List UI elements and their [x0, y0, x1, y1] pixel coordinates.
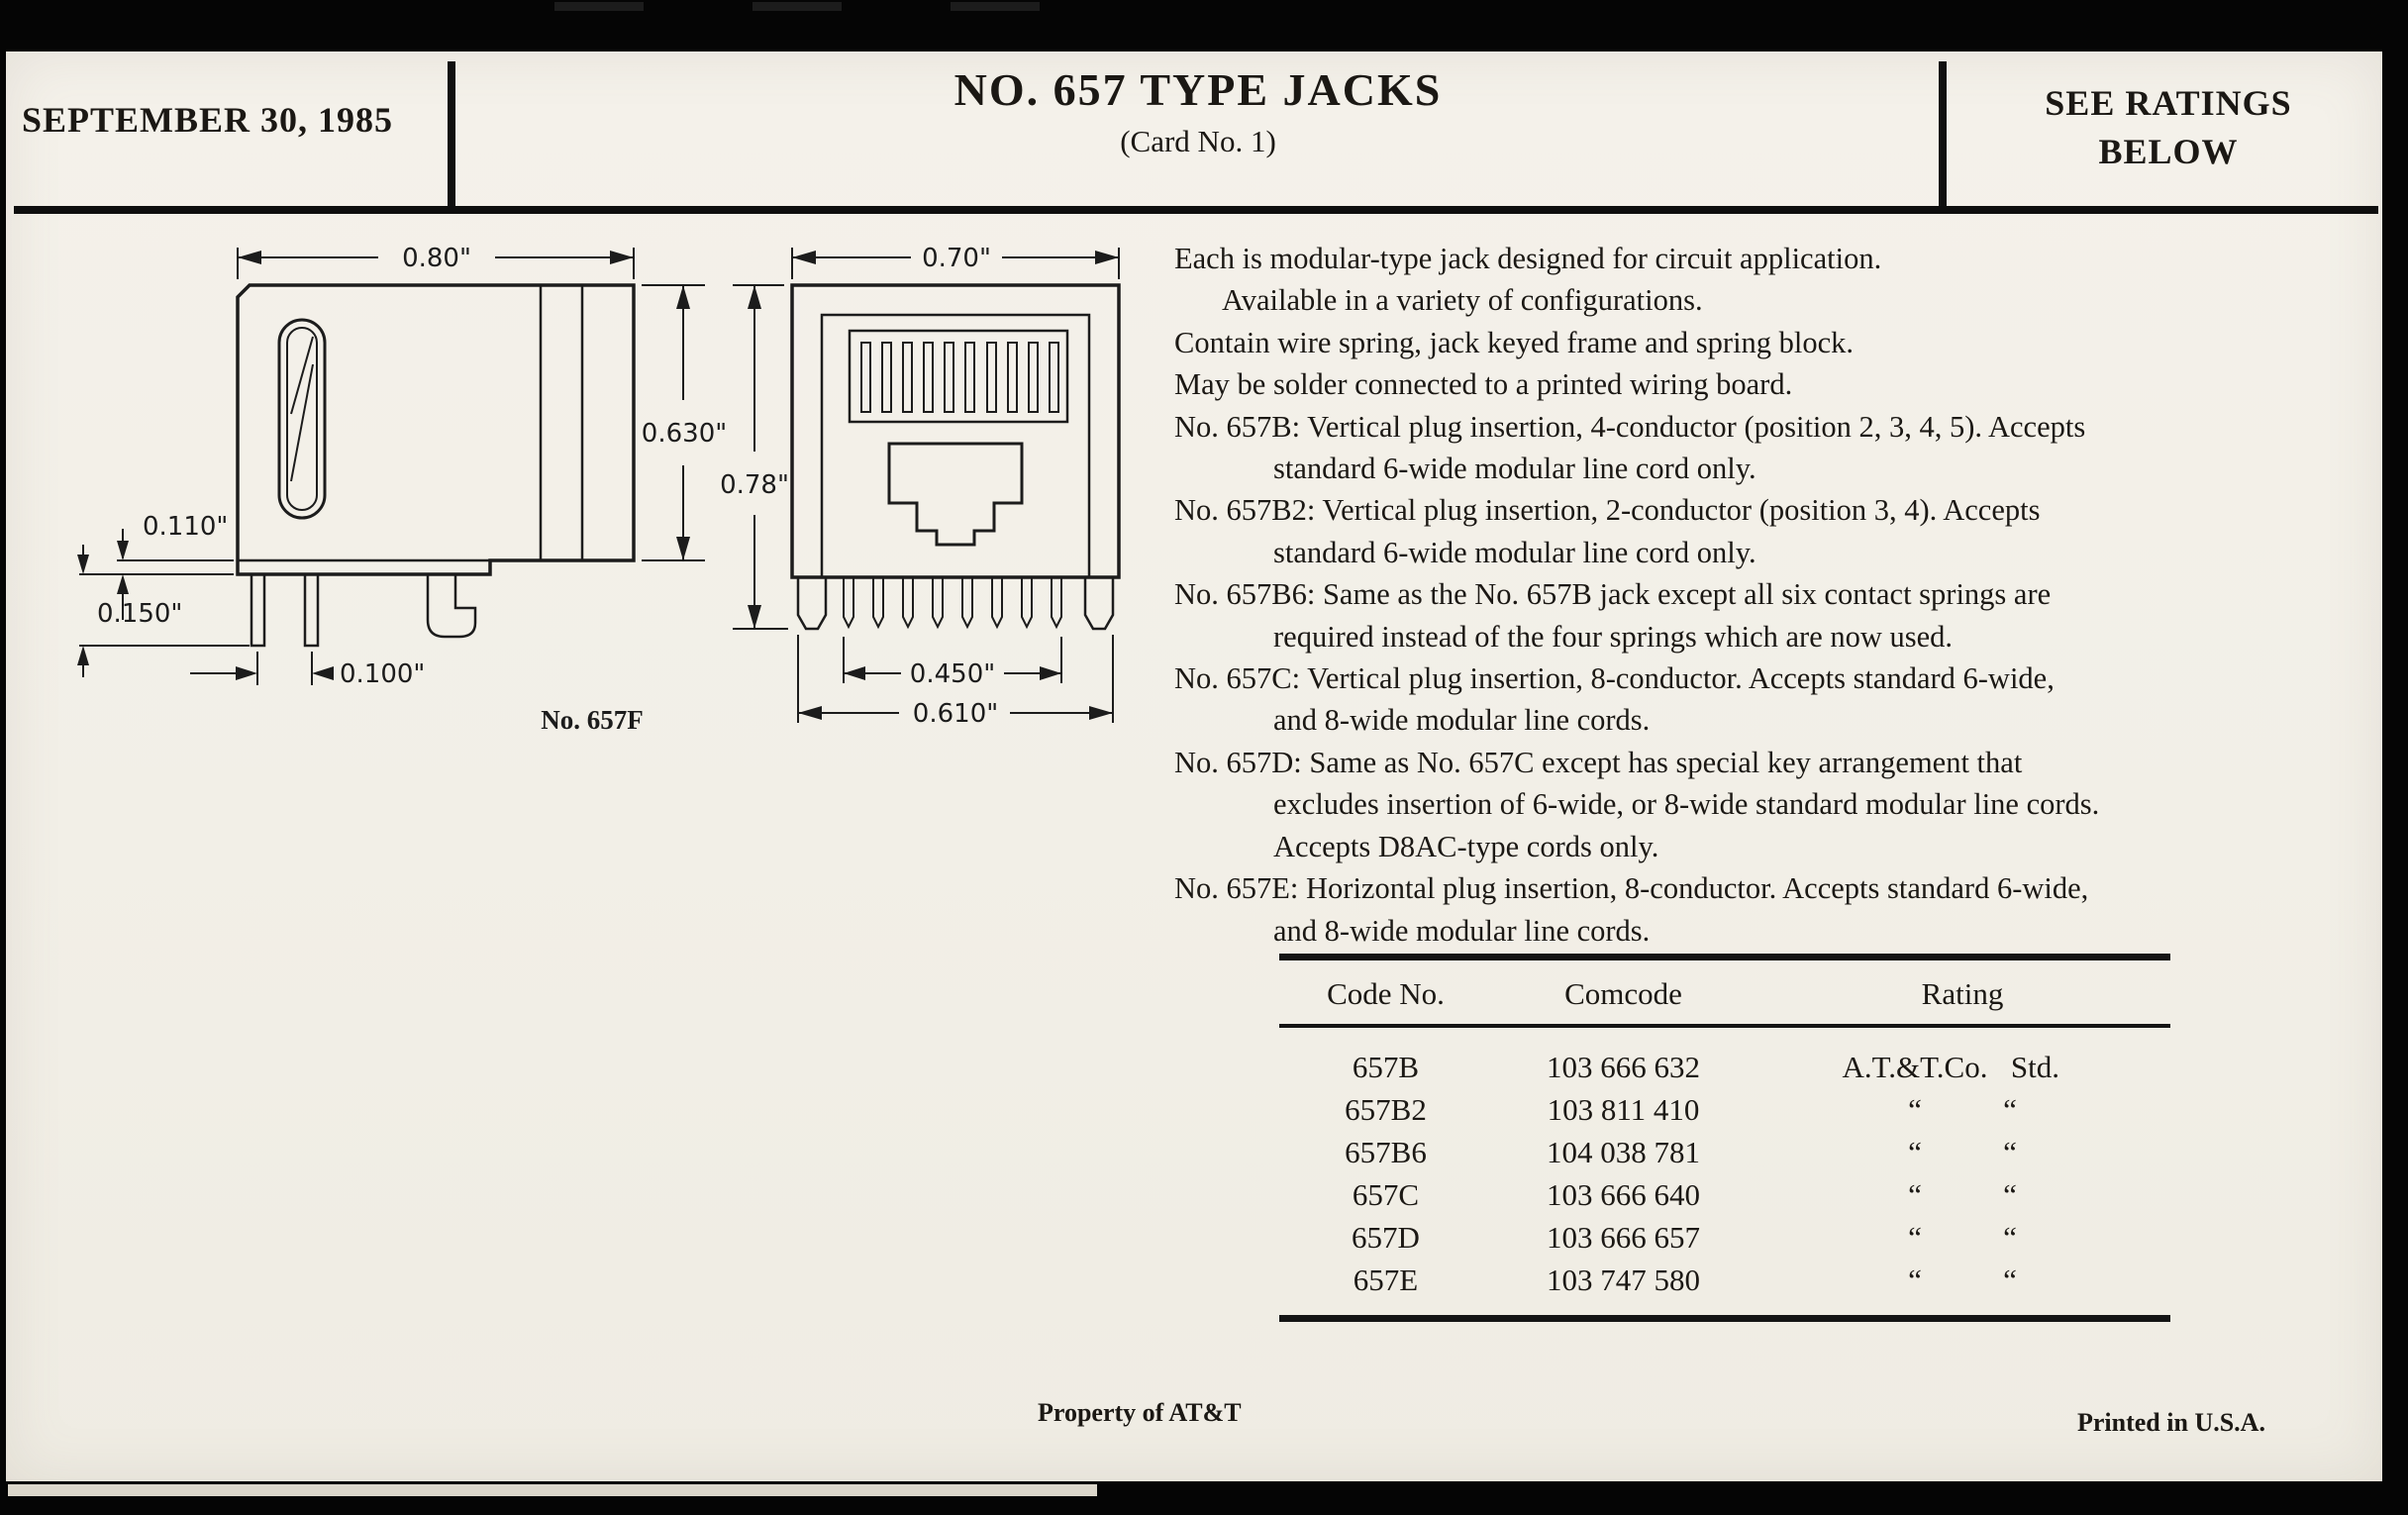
table-row	[1279, 1131, 2170, 1173]
description-line: standard 6-wide modular line cord only.	[1273, 452, 1756, 486]
description	[1174, 238, 2313, 952]
rating-right: Std.	[2010, 1049, 2060, 1084]
rating-right: “	[2003, 1262, 2017, 1297]
description-line: No. 657E: Horizontal plug insertion, 8-conductor. Accepts standard 6-wide,	[1174, 871, 2089, 906]
description-line: and 8-wide modular line cords.	[1273, 913, 1651, 948]
table-row	[1279, 1216, 2170, 1259]
dim-body-height: 0.630"	[641, 419, 728, 449]
rating-left: “	[1908, 1219, 1922, 1255]
dim-pin-length: 0.150"	[97, 599, 183, 629]
table-row	[1279, 1088, 2170, 1131]
col-header-comcode: Comcode	[1492, 958, 1755, 1027]
property-notice: Property of AT&T	[1038, 1398, 1242, 1427]
rating-right: “	[2003, 1134, 2017, 1169]
description-line: required instead of the four springs which are now used.	[1273, 619, 1954, 654]
cell-rating	[1755, 1026, 2170, 1088]
printed-notice: Printed in U.S.A.	[2077, 1408, 2265, 1437]
description-line: No. 657D: Same as No. 657C except has special key arrangement that	[1174, 745, 2023, 779]
cell-rating	[1755, 1131, 2170, 1173]
dim-pin-row-width: 0.450"	[909, 659, 996, 689]
dim-front-width: 0.70"	[922, 244, 991, 273]
cell-comcode: 103 747 580	[1547, 1262, 1700, 1297]
ratings-note-line1: SEE RATINGS	[2045, 83, 2292, 123]
film-artifact	[752, 2, 842, 11]
rating-right: “	[2003, 1219, 2017, 1255]
cell-code: 657E	[1353, 1262, 1419, 1297]
cell-code: 657B6	[1345, 1134, 1427, 1169]
table-row	[1279, 1173, 2170, 1216]
title-block	[465, 63, 1931, 159]
cell-comcode: 103 811 410	[1547, 1091, 1700, 1127]
paper-edge-sliver	[8, 1484, 1097, 1496]
description-line: Contain wire spring, jack keyed frame and spring block.	[1174, 325, 1855, 359]
film-artifact	[951, 2, 1040, 11]
table-header-row	[1279, 958, 2170, 1027]
dim-foot-span: 0.610"	[912, 699, 999, 729]
cell-rating	[1755, 1173, 2170, 1216]
figure-label: No. 657F	[541, 705, 644, 735]
col-header-code: Code No.	[1279, 958, 1492, 1027]
header-rule	[14, 206, 2378, 214]
description-line: standard 6-wide modular line cord only.	[1273, 535, 1756, 569]
dim-pin-offset: 0.110"	[143, 512, 229, 542]
page-subtitle: (Card No. 1)	[1120, 124, 1276, 158]
cell-code: 657D	[1352, 1219, 1420, 1255]
cell-rating	[1755, 1259, 2170, 1319]
film-artifact	[554, 2, 644, 11]
cell-comcode: 103 666 632	[1547, 1049, 1700, 1084]
dim-body-width: 0.80"	[402, 244, 471, 273]
jack-front-view-drawing	[792, 285, 1119, 629]
cell-code: 657C	[1352, 1176, 1420, 1212]
cell-comcode: 103 666 640	[1547, 1176, 1700, 1212]
description-line: Each is modular-type jack designed for circuit application.	[1174, 242, 1882, 275]
cell-comcode: 104 038 781	[1547, 1134, 1700, 1169]
cell-code: 657B	[1352, 1049, 1420, 1084]
table-row	[1279, 1259, 2170, 1319]
rating-left: “	[1908, 1262, 1922, 1297]
cell-rating	[1755, 1216, 2170, 1259]
rating-right: “	[2003, 1176, 2017, 1212]
cell-code: 657B2	[1345, 1091, 1427, 1127]
header-divider-right	[1939, 61, 1947, 208]
jack-side-view-drawing	[238, 285, 634, 646]
description-line: May be solder connected to a printed wiring board.	[1174, 367, 1793, 402]
ratings-table	[1279, 954, 2170, 1322]
description-line: No. 657B2: Vertical plug insertion, 2-conductor (position 3, 4). Accepts	[1174, 493, 2041, 528]
rating-left: “	[1908, 1176, 1922, 1212]
ratings-note-line2: BELOW	[2098, 132, 2239, 171]
cell-rating	[1755, 1088, 2170, 1131]
description-line: No. 657C: Vertical plug insertion, 8-conductor. Accepts standard 6-wide,	[1174, 661, 2055, 696]
rating-left: “	[1908, 1134, 1922, 1169]
description-line: excludes insertion of 6-wide, or 8-wide standard modular line cords.	[1273, 787, 2100, 822]
page-title: NO. 657 TYPE JACKS	[953, 64, 1443, 115]
table-row	[1279, 1026, 2170, 1088]
technical-drawings	[40, 226, 1168, 780]
dim-front-height: 0.78"	[720, 470, 789, 500]
cell-comcode: 103 666 657	[1547, 1219, 1700, 1255]
description-line: No. 657B: Vertical plug insertion, 4-conductor (position 2, 3, 4, 5). Accepts	[1174, 409, 2086, 444]
dimension-labels	[97, 244, 998, 735]
rating-right: “	[2003, 1091, 2017, 1127]
ratings-note	[1956, 79, 2381, 176]
description-line: Accepts D8AC-type cords only.	[1273, 829, 1659, 863]
rating-left: “	[1908, 1091, 1922, 1127]
issue-date: SEPTEMBER 30, 1985	[22, 100, 394, 140]
description-line: No. 657B6: Same as the No. 657B jack except all six contact springs are	[1174, 577, 2052, 612]
col-header-rating: Rating	[1755, 958, 2170, 1027]
rating-left: A.T.&T.Co.	[1842, 1049, 1988, 1084]
header-divider-left	[448, 61, 455, 208]
description-line: and 8-wide modular line cords.	[1273, 703, 1651, 738]
description-line: Available in a variety of configurations.	[1222, 283, 1703, 318]
dim-pin-pitch: 0.100"	[340, 659, 426, 689]
